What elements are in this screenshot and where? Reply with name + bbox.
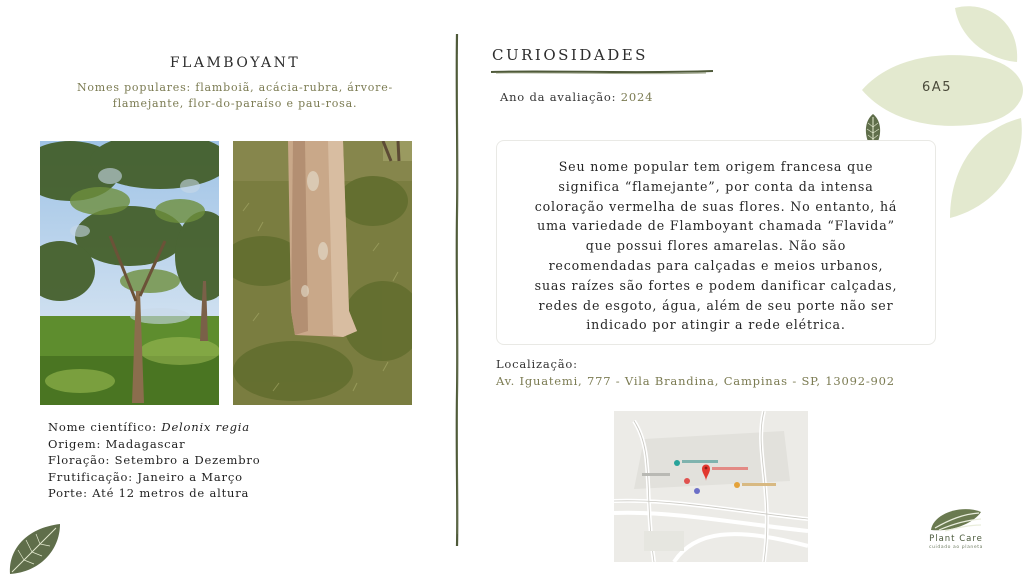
species-facts: [48, 419, 260, 502]
logo-tagline: cuidado ao planeta: [929, 545, 983, 550]
curiosity-line: coloração vermelha de suas flores. No entanto, há: [534, 198, 898, 214]
evaluation-year: [500, 90, 653, 104]
curiosity-line: uma variedade de Flamboyant chamada “Flavida”: [537, 218, 895, 234]
curiosity-line: redes de esgoto, água, além de seu porte não ser: [538, 297, 894, 313]
location-map[interactable]: [614, 411, 808, 562]
popular-names-line-1: Nomes populares: flamboiã, acácia-rubra, árvore-: [76, 81, 394, 94]
vertical-divider: [452, 34, 462, 546]
tree-canopy-photo: [40, 141, 219, 405]
popular-names: [55, 80, 415, 112]
popular-names-line-2: flamejante, flor-do-paraíso e pau-rosa.: [112, 97, 358, 110]
flowering-row: Floração: Setembro a Dezembro: [48, 453, 261, 467]
size-row: Porte: Até 12 metros de altura: [48, 486, 250, 500]
location-label: Localização:: [496, 357, 578, 371]
tree-code: 6A5: [922, 80, 952, 95]
logo-name: Plant Care: [929, 534, 983, 544]
curiosity-line: significa “flamejante”, por conta da intensa: [558, 178, 874, 194]
fruiting-row: Frutificação: Janeiro a Março: [48, 469, 243, 484]
curiosity-line: suas raízes são fortes e podem danificar calçadas,: [534, 277, 898, 293]
species-title: FLAMBOYANT: [169, 55, 301, 71]
location-address: Av. Iguatemi, 777 - Vila Brandina, Campinas - SP, 13092-902: [496, 374, 895, 388]
curiosities-title: CURIOSIDADES: [492, 46, 648, 64]
evaluation-year-value: 2024: [620, 90, 654, 104]
curiosity-line: Seu nome popular tem origem francesa que: [558, 159, 874, 174]
tree-trunk-photo: [233, 141, 412, 405]
scientific-name-value: Delonix regia: [161, 420, 250, 434]
curiosity-line: recomendadas para calçadas e meios urbanos,: [548, 257, 884, 273]
evaluation-year-label: Ano da avaliação:: [500, 90, 621, 104]
curiosity-line: que possui flores amarelas. Não são: [585, 238, 847, 254]
decorative-leaf-icon: [6, 520, 62, 576]
scientific-name-row: [48, 419, 260, 436]
title-underline-stroke: [491, 68, 713, 76]
curiosity-line: indicado por atingir a rede elétrica.: [586, 317, 846, 333]
curiosities-text: [509, 157, 923, 335]
origin-row: Origem: Madagascar: [48, 436, 186, 451]
scientific-name-label: Nome científico:: [48, 420, 162, 434]
curiosities-box: [496, 140, 936, 345]
